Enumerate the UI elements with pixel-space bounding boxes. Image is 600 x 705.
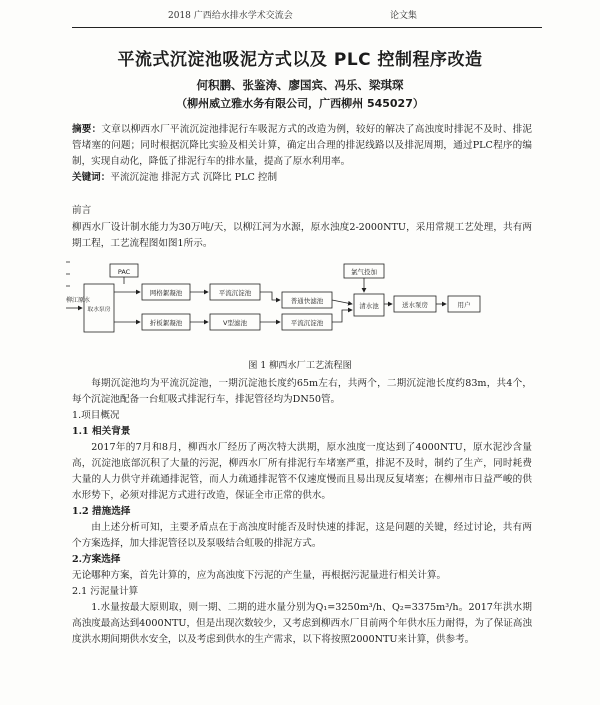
pac-label: PAC	[117, 268, 131, 276]
body-paragraph-3: 由上述分析可知，主要矛盾点在于高浊度时能否及时快速的排泥，这是问题的关键，经过讨论，共有两个方案选择，加大排泥管径以及泵吸结合虹吸的排泥方式。	[72, 522, 532, 549]
preface-text: 柳西水厂设计制水能力为30万吨/天，以柳江河为水源，原水浊度2-2000NTU，采用常规工艺处理，共有两期工程，工艺流程图如图1所示。	[72, 222, 532, 249]
section-heading-1-1: 1.1 相关背景	[72, 426, 131, 437]
body-paragraph-5: 1.水量按最大原则取，则一期、二期的进水量分别为Q₁=3250m³/h、Q₂=3375m³/h。2017年洪水期高浊度最高达到4000NTU，但是出现次数较少，又考虑到柳西水厂目前两个年供水压力耐得，为了保证高浊度洪水期间期供水安全，以及考虑到供水的生产需求，以下将按照2000NTU来计算，供参考。	[72, 602, 532, 645]
affiliation: （柳州威立雅水务有限公司，广西柳州 545027）	[176, 97, 424, 110]
body-paragraph-2: 2017年的7月和8月，柳西水厂经历了两次特大洪期，原水浊度一度达到了4000NTU，原水泥沙含量高，沉淀池底部沉积了大量的污泥，柳西水厂所有排泥行车堵塞严重，排泥不及时，制约了生产，同时耗费大量的人力供守并疏通排泥管，而人力疏通排泥管不仅速度慢而且易出现反复堵塞；在柳州市日益严峻的供水形势下，必须对排泥方式进行改造，保证全市正常的供水。	[72, 442, 532, 501]
clearwell-label: 清水池	[359, 302, 379, 310]
author-list: 何积鹏、张鉴涛、廖国宾、冯乐、梁琪琛	[196, 78, 404, 92]
figure-caption: 图 1 柳西水厂工艺流程图	[248, 360, 352, 371]
preface-heading: 前言	[72, 205, 92, 216]
body-paragraph-4: 无论哪种方案，首先计算的，应为高浊度下污泥的产生量，再根据污泥量进行相关计算。	[72, 570, 447, 581]
keywords-label: 关键词：	[72, 172, 111, 183]
intake-label: 柳江原水	[66, 297, 91, 304]
keywords-text: 平流沉淀池 排泥方式 沉降比 PLC 控制	[110, 172, 278, 183]
section-heading-1: 1.项目概况	[72, 410, 120, 421]
sed2-label: V型滤池	[223, 319, 247, 327]
abstract	[72, 122, 532, 170]
mix2-label: 折板絮凝池	[149, 319, 183, 327]
pump-station-label: 取水泵房	[87, 307, 111, 313]
section-heading-2: 2.方案选择	[72, 554, 121, 565]
sed1-label: 平流沉淀池	[218, 289, 252, 297]
process-flowchart	[62, 256, 542, 356]
chlorine-label: 氯气投加	[351, 268, 377, 276]
filter2-label: 平流沉淀池	[290, 319, 324, 327]
mix1-label: 网格絮凝池	[149, 289, 183, 297]
running-header-right: 论文集	[390, 11, 418, 21]
header-rule	[72, 27, 542, 28]
keywords	[72, 170, 532, 186]
section-heading-1-2: 1.2 措施选择	[72, 506, 131, 517]
paper-title: 平流式沉淀池吸泥方式以及 PLC 控制程序改造	[117, 50, 483, 70]
filter1-label: 普通快滤池	[290, 297, 324, 305]
running-header-left: 2018 广西给水排水学术交流会	[168, 11, 293, 21]
pumphouse-label: 送水泵房	[402, 301, 428, 309]
section-heading-2-1: 2.1 污泥量计算	[72, 586, 139, 597]
user-label: 用户	[457, 301, 471, 309]
abstract-label: 摘要：	[72, 124, 102, 135]
body-paragraph-1: 每期沉淀池均为平流沉淀池，一期沉淀池长度约65m左右，共两个，二期沉淀池长度约83m，共4个，每个沉淀池配备一台虹吸式排泥行车，排泥管径均为DN50管。	[72, 378, 532, 405]
abstract-text: 文章以柳西水厂平流沉淀池排泥行车吸泥方式的改造为例，较好的解决了高浊度时排泥不及时、排泥管堵塞的问题；同时根据沉降比实验及相关计算，确定出合理的排泥线路以及排泥周期，通过PLC程序的编制，实现自动化，降低了排泥行车的排水量，提高了原水利用率。	[72, 124, 532, 167]
